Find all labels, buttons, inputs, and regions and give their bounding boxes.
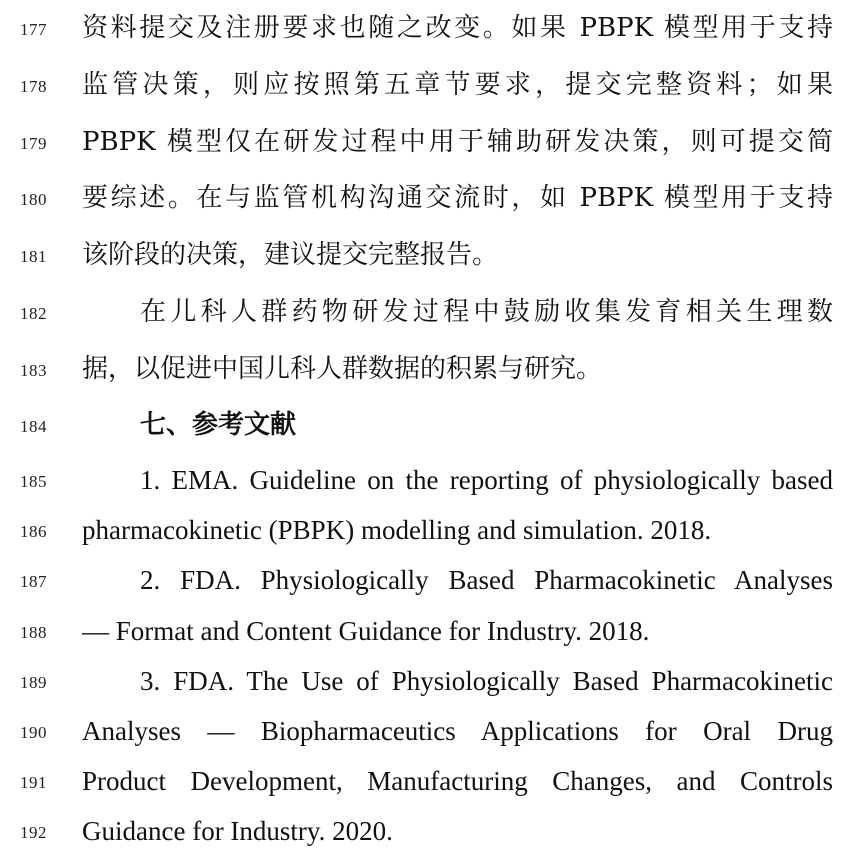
line-number: 178	[20, 77, 47, 96]
line-number: 189	[20, 673, 47, 692]
text-line	[0, 176, 854, 220]
reference-line	[0, 809, 854, 853]
line-number: 177	[20, 20, 47, 39]
text-line	[0, 347, 854, 391]
line-number: 187	[20, 572, 47, 591]
text-line	[0, 290, 854, 334]
reference-text: — Format and Content Guidance for Industry. 2018.	[82, 616, 650, 646]
reference-text: 2. FDA. Physiologically Based Pharmacokinetic Analyses	[140, 565, 833, 595]
reference-line	[0, 458, 854, 502]
reference-line	[0, 759, 854, 803]
line-number: 192	[20, 823, 47, 842]
line-number: 188	[20, 623, 47, 642]
line-number: 180	[20, 190, 47, 209]
line-text: 要综述。在与监管机构沟通交流时，如 PBPK 模型用于支持	[82, 183, 833, 213]
reference-line	[0, 659, 854, 703]
line-text: PBPK 模型仅在研发过程中用于辅助研发决策，则可提交简	[82, 127, 833, 157]
line-text: 据，以促进中国儿科人群数据的积累与研究。	[82, 354, 603, 384]
reference-text: Analyses — Biopharmaceutics Applications for Oral Drug	[82, 716, 833, 746]
text-line	[0, 120, 854, 164]
line-number: 185	[20, 472, 47, 491]
section-heading-line	[0, 403, 854, 447]
line-text: 该阶段的决策，建议提交完整报告。	[82, 240, 499, 270]
line-number: 182	[20, 304, 47, 323]
line-number: 191	[20, 773, 47, 792]
reference-text: 1. EMA. Guideline on the reporting of physiologically based	[140, 465, 833, 495]
text-line	[0, 233, 854, 277]
section-heading: 七、参考文献	[140, 410, 297, 440]
reference-text: Guidance for Industry. 2020.	[82, 816, 393, 846]
reference-line	[0, 558, 854, 602]
reference-text: Product Development, Manufacturing Changes, and Controls	[82, 766, 833, 796]
line-number: 190	[20, 723, 47, 742]
line-number: 186	[20, 522, 47, 541]
reference-line	[0, 508, 854, 552]
reference-line	[0, 609, 854, 653]
reference-line	[0, 709, 854, 753]
line-text: 资料提交及注册要求也随之改变。如果 PBPK 模型用于支持	[82, 13, 833, 43]
reference-text: pharmacokinetic (PBPK) modelling and simulation. 2018.	[82, 515, 712, 545]
line-text: 监管决策，则应按照第五章节要求，提交完整资料；如果	[82, 70, 833, 100]
text-line	[0, 6, 854, 50]
line-number: 184	[20, 417, 47, 436]
reference-text: 3. FDA. The Use of Physiologically Based Pharmacokinetic	[140, 666, 833, 696]
line-text: 在儿科人群药物研发过程中鼓励收集发育相关生理数	[140, 297, 833, 327]
line-number: 179	[20, 134, 47, 153]
line-number: 181	[20, 247, 47, 266]
text-line	[0, 63, 854, 107]
line-number: 183	[20, 361, 47, 380]
